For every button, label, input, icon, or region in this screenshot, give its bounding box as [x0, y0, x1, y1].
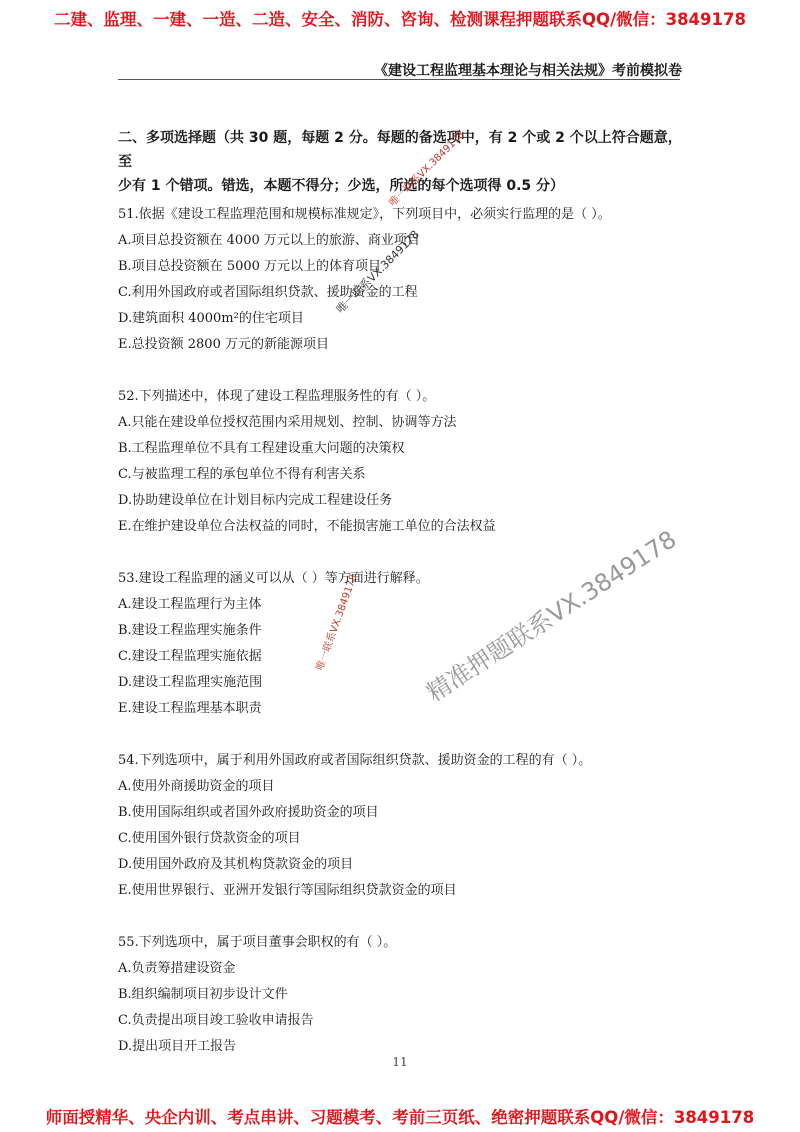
question-54	[118, 748, 686, 904]
question-55	[118, 930, 686, 1060]
exam-content	[118, 126, 686, 1086]
option-d: D.协助建设单位在计划目标内完成工程建设任务	[118, 493, 393, 508]
option-e: E.在维护建设单位合法权益的同时，不能损害施工单位的合法权益	[118, 519, 496, 534]
section-title-line-2: 少有 1 个错项。错选，本题不得分；少选，所选的每个选项得 0.5 分）	[118, 178, 565, 194]
option-c: C.使用国外银行贷款资金的项目	[118, 831, 301, 846]
document-header-title: 《建设工程监理基本理论与相关法规》考前模拟卷	[374, 63, 682, 79]
section-title-line-1: 二、多项选择题（共 30 题，每题 2 分。每题的备选项中，有 2 个或 2 个以上符合题意，至	[118, 130, 682, 170]
page-number: 11	[392, 1055, 408, 1069]
header-divider	[118, 79, 680, 80]
watermark-small: 唯一联系VX.3849178	[333, 227, 422, 316]
question-stem: 52.下列描述中，体现了建设工程监理服务性的有（ ）。	[118, 389, 436, 404]
option-b: B.项目总投资额在 5000 万元以上的体育项目	[118, 259, 382, 274]
option-b: B.工程监理单位不具有工程建设重大问题的决策权	[118, 441, 405, 456]
option-d: D.建筑面积 4000m²的住宅项目	[118, 311, 304, 326]
option-d: D.使用国外政府及其机构贷款资金的项目	[118, 857, 354, 872]
option-e: E.使用世界银行、亚洲开发银行等国际组织贷款资金的项目	[118, 883, 457, 898]
option-c: C.负责提出项目竣工验收申请报告	[118, 1013, 314, 1028]
option-a: A.使用外商援助资金的项目	[118, 779, 275, 794]
question-stem: 51.依据《建设工程监理范围和规模标准规定》，下列项目中，必须实行监理的是（ ）。	[118, 207, 611, 222]
option-a: A.负责筹措建设资金	[118, 961, 236, 976]
watermark-small: 唯一联系VX.3849178	[314, 573, 360, 673]
option-d: D.建设工程监理实施范围	[118, 675, 263, 690]
option-c: C.与被监理工程的承包单位不得有利害关系	[118, 467, 366, 482]
question-stem: 54.下列选项中，属于利用外国政府或者国际组织贷款、援助资金的工程的有（ ）。	[118, 753, 592, 768]
question-52	[118, 384, 686, 540]
question-stem: 53.建设工程监理的涵义可以从（ ）等方面进行解释。	[118, 571, 429, 586]
option-b: B.建设工程监理实施条件	[118, 623, 262, 638]
option-d: D.提出项目开工报告	[118, 1039, 237, 1054]
option-a: A.项目总投资额在 4000 万元以上的旅游、商业项目	[118, 233, 420, 248]
watermark-small: 唯一联系VX.3849178	[387, 129, 468, 209]
option-c: C.建设工程监理实施依据	[118, 649, 262, 664]
option-e: E.建设工程监理基本职责	[118, 701, 262, 716]
question-51	[118, 202, 686, 358]
option-a: A.只能在建设单位授权范围内采用规划、控制、协调等方法	[118, 415, 457, 430]
option-e: E.总投资额 2800 万元的新能源项目	[118, 337, 329, 352]
ad-banner-top: 二建、监理、一建、一造、二造、安全、消防、咨询、检测课程押题联系QQ/微信：3849178	[54, 10, 746, 29]
option-b: B.组织编制项目初步设计文件	[118, 987, 288, 1002]
option-c: C.利用外国政府或者国际组织贷款、援助资金的工程	[118, 285, 418, 300]
option-b: B.使用国际组织或者国外政府援助资金的项目	[118, 805, 379, 820]
ad-banner-bottom: 师面授精华、央企内训、考点串讲、习题模考、考前三页纸、绝密押题联系QQ/微信：3849178	[45, 1108, 755, 1127]
question-stem: 55.下列选项中，属于项目董事会职权的有（ ）。	[118, 935, 397, 950]
option-a: A.建设工程监理行为主体	[118, 597, 262, 612]
watermark-large: 精准押题联系VX.3849178	[421, 525, 682, 708]
